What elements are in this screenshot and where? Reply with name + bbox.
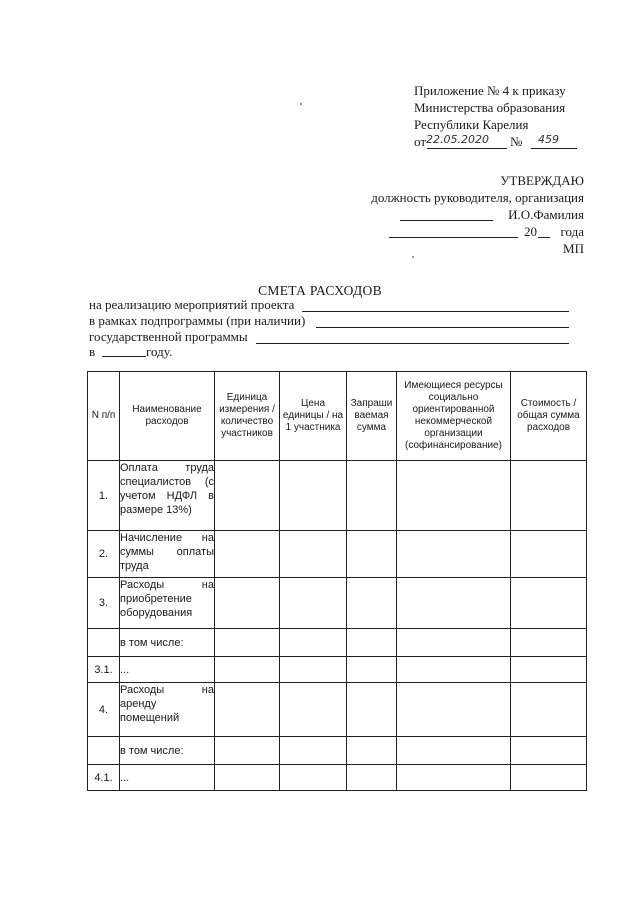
table-row (88, 531, 587, 578)
cell-resources (397, 461, 511, 531)
year-suffix: года (560, 224, 584, 239)
cell-price (280, 531, 347, 578)
signature-underline (400, 220, 493, 221)
header-total: Стоимость / общая сумма расходов (511, 372, 587, 461)
from-label: от (414, 134, 427, 149)
row-number: 3.1. (88, 657, 120, 683)
row-name: в том числе: (120, 629, 215, 657)
approve-heading: УТВЕРЖДАЮ (500, 173, 584, 188)
expense-table (87, 371, 587, 791)
approver-position: должность руководителя, организация (371, 190, 584, 205)
header-resources: Имеющиеся ресурсы социально ориентированной некоммерческой организации (софинансирование) (397, 372, 511, 461)
cell-total (511, 531, 587, 578)
cell-resources (397, 683, 511, 737)
cell-unit (215, 657, 280, 683)
cell-requested (347, 629, 397, 657)
table-row (88, 629, 587, 657)
cell-requested (347, 461, 397, 531)
cell-total (511, 629, 587, 657)
cell-total (511, 461, 587, 531)
cell-price (280, 765, 347, 791)
appendix-line-1: Приложение № 4 к приказу (414, 83, 566, 98)
cell-total (511, 657, 587, 683)
row-number: 2. (88, 531, 120, 578)
approval-block (284, 172, 584, 257)
cell-price (280, 461, 347, 531)
table-row (88, 578, 587, 629)
intro-year-suffix: году. (146, 344, 173, 359)
year-underline (538, 237, 550, 238)
cell-price (280, 657, 347, 683)
cell-price (280, 629, 347, 657)
table-row (88, 461, 587, 531)
year-prefix: 20 (524, 224, 537, 239)
header-num: N п/п (88, 372, 120, 461)
table-row (88, 765, 587, 791)
handwritten-date: 22.05.2020 (426, 133, 489, 146)
cell-total (511, 683, 587, 737)
cell-unit (215, 531, 280, 578)
table-row (88, 683, 587, 737)
intro-line-subprogram: в рамках подпрограммы (при наличии) (89, 313, 306, 328)
appendix-line-3: Республики Карелия (414, 117, 529, 132)
cell-total (511, 578, 587, 629)
row-number: 3. (88, 578, 120, 629)
header-unit: Единица измерения / количество участников (215, 372, 280, 461)
cell-total (511, 765, 587, 791)
number-label: № (510, 134, 523, 149)
cell-price (280, 578, 347, 629)
number-underline (531, 148, 577, 149)
cell-unit (215, 737, 280, 765)
date-underline (427, 148, 507, 149)
row-name: Расходы на приобретение оборудования (120, 578, 215, 629)
date-underline (389, 237, 518, 238)
cell-resources (397, 578, 511, 629)
project-underline (302, 311, 569, 312)
program-underline (256, 343, 569, 344)
cell-requested (347, 657, 397, 683)
cell-resources (397, 737, 511, 765)
row-name: Расходы на аренду помещений (120, 683, 215, 737)
cell-requested (347, 578, 397, 629)
stamp-label: МП (563, 241, 584, 256)
row-number: 4.1. (88, 765, 120, 791)
cell-unit (215, 683, 280, 737)
row-name: ... (120, 657, 215, 683)
cell-total (511, 737, 587, 765)
table-header-row (88, 372, 587, 461)
row-name: в том числе: (120, 737, 215, 765)
scan-speck (412, 256, 414, 258)
cell-requested (347, 737, 397, 765)
row-number: 4. (88, 683, 120, 737)
cell-unit (215, 629, 280, 657)
year-blank-underline (102, 356, 146, 357)
handwritten-number: 459 (538, 133, 559, 146)
approver-name-line (284, 206, 584, 223)
cell-requested (347, 683, 397, 737)
cell-unit (215, 578, 280, 629)
cell-unit (215, 461, 280, 531)
row-number: 1. (88, 461, 120, 531)
header-name: Наименование расходов (120, 372, 215, 461)
header-requested: Запраши ваемая сумма (347, 372, 397, 461)
cell-unit (215, 765, 280, 791)
cell-requested (347, 765, 397, 791)
approver-name: И.О.Фамилия (508, 207, 584, 222)
cell-price (280, 737, 347, 765)
intro-line-project: на реализацию мероприятий проекта (89, 297, 295, 312)
cell-resources (397, 629, 511, 657)
document-title: СМЕТА РАСХОДОВ (258, 283, 382, 298)
row-name: Оплата труда специалистов (с учетом НДФЛ в размере 13%) (120, 461, 215, 531)
cell-resources (397, 531, 511, 578)
header-price: Цена единицы / на 1 участника (280, 372, 347, 461)
intro-line-program: государственной программы (89, 329, 248, 344)
intro-line-year: в (89, 344, 96, 359)
row-number (88, 737, 120, 765)
row-name: Начисление на суммы оплаты труда (120, 531, 215, 578)
appendix-line-2: Министерства образования (414, 100, 566, 115)
table-row (88, 657, 587, 683)
appendix-date-number-line (414, 133, 584, 150)
scan-speck (300, 103, 302, 105)
subprogram-underline (316, 327, 569, 328)
cell-requested (347, 531, 397, 578)
table-row (88, 737, 587, 765)
cell-resources (397, 657, 511, 683)
cell-resources (397, 765, 511, 791)
cell-price (280, 683, 347, 737)
approval-date-line (284, 223, 584, 240)
row-number (88, 629, 120, 657)
row-name: ... (120, 765, 215, 791)
appendix-block (414, 82, 584, 150)
